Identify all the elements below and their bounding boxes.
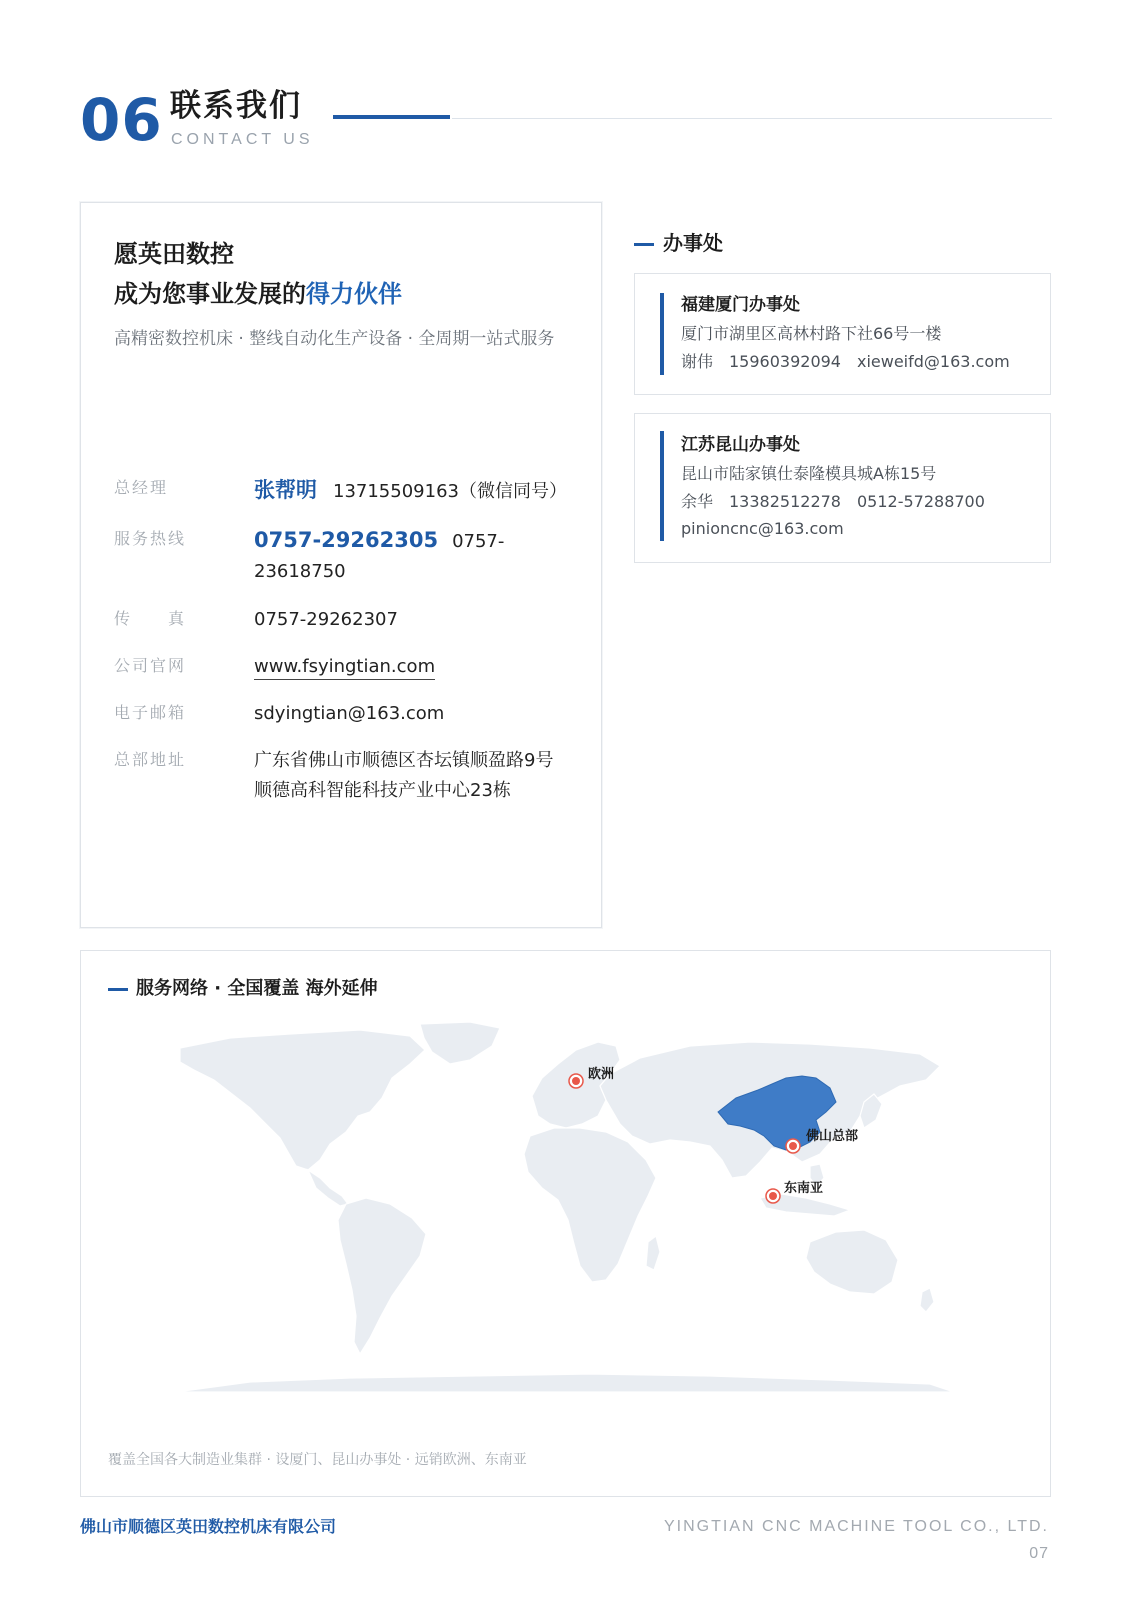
fax-label: 传 真 [114,609,187,628]
greenland-shape [420,1022,500,1064]
marker-europe [569,1074,583,1088]
office-email: pinioncnc@163.com [681,519,844,538]
manager-phone[interactable]: 13715509163（微信同号） [333,481,567,502]
network-title-mark [108,988,128,991]
header-accent-bar [333,115,450,119]
manager-name: 张帮明 [254,478,317,502]
intro-line-1: 愿英田数控 [114,240,234,268]
new-zealand-shape [920,1288,934,1312]
fax-value: 0757-29262307 [254,609,398,630]
footer-company-en: YINGTIAN CNC MACHINE TOOL CO., LTD. [664,1518,1049,1535]
website-link[interactable]: www.fsyingtian.com [254,655,435,680]
world-map [170,1020,960,1440]
marker-label-sea: 东南亚 [784,1181,824,1196]
manager-label: 总经理 [114,478,169,497]
antarctica-shape [176,1374,954,1392]
hotline-secondary-a[interactable]: 0757- [452,531,505,552]
hotline-label: 服务热线 [114,529,187,548]
manager-value [254,475,567,507]
marker-foshan-dot [789,1142,797,1150]
intro-line-2-prefix: 成为您事业发展的 [114,280,306,308]
section-subtitle: CONTACT US [171,131,314,148]
offices-title: 办事处 [663,231,723,255]
header-divider [452,118,1052,119]
office-address: 昆山市陆家镇仕泰隆模具城A栋15号 [681,464,937,483]
world-land [176,1022,954,1392]
website-label: 公司官网 [114,656,187,675]
hotline-secondary-b[interactable]: 23618750 [254,561,346,582]
email-value[interactable]: sdyingtian@163.com [254,703,445,724]
address-line-1: 广东省佛山市顺德区杏坛镇顺盈路9号 [254,750,554,771]
network-title: 服务网络 · 全国覆盖 海外延伸 [136,978,378,999]
office-contact: 余华 13382512278 0512-57288700 [681,492,985,511]
south-america-shape [338,1198,426,1354]
marker-foshan [786,1139,800,1153]
marker-europe-dot [572,1077,580,1085]
marker-label-europe: 欧洲 [588,1067,615,1082]
intro-description: 高精密数控机床 · 整线自动化生产设备 · 全周期一站式服务 [114,329,555,349]
central-america-shape [308,1170,348,1206]
madagascar-shape [646,1236,660,1270]
address-line-2: 顺德高科智能科技产业中心23栋 [254,780,511,801]
network-caption: 覆盖全国各大制造业集群 · 设厦门、昆山办事处 · 远销欧洲、东南亚 [108,1452,527,1468]
section-number: 06 [80,86,163,154]
africa-shape [524,1128,656,1282]
page-number: 07 [1029,1545,1049,1562]
section-title: 联系我们 [170,88,302,124]
hotline-primary[interactable]: 0757-29262305 [254,528,439,552]
marker-label-foshan: 佛山总部 [806,1129,859,1144]
email-label: 电子邮箱 [114,703,187,722]
office-accent-bar [660,431,664,541]
office-contact: 谢伟 15960392094 xieweifd@163.com [681,352,1010,371]
intro-line-2-highlight: 得力伙伴 [306,280,402,308]
footer-company-cn: 佛山市顺德区英田数控机床有限公司 [80,1517,337,1536]
office-address: 厦门市湖里区高林村路下社66号一楼 [681,324,942,343]
address-label: 总部地址 [114,750,187,769]
australia-shape [806,1230,898,1294]
office-name: 福建厦门办事处 [681,295,800,315]
intro-line-2 [114,278,402,310]
office-name: 江苏昆山办事处 [681,435,800,455]
marker-sea [766,1189,780,1203]
office-accent-bar [660,293,664,375]
offices-title-mark [634,243,654,246]
north-america-shape [180,1030,425,1170]
marker-sea-dot [769,1192,777,1200]
hotline-value [254,525,504,557]
